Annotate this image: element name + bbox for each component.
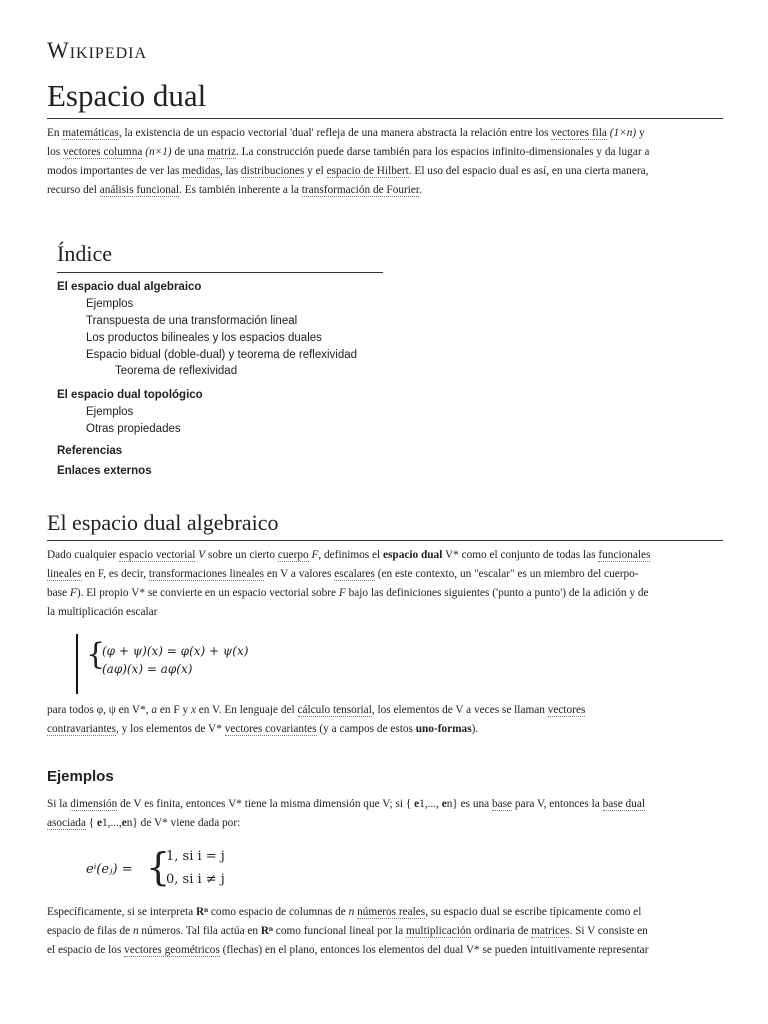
- text-run: como espacio de columnas de: [208, 906, 349, 918]
- text-run: (flechas) en el plano, entonces los elementos del dual V* se pueden intuitivamente representar: [219, 944, 649, 956]
- formula-line: 0, si i ≠ j: [166, 872, 225, 887]
- toc-item[interactable]: Ejemplos: [86, 406, 134, 418]
- text-run: espacio de filas de: [47, 925, 133, 937]
- inline-link[interactable]: matriz: [207, 146, 236, 158]
- text-run: sobre un cierto: [205, 549, 278, 561]
- formula-lhs: eⁱ(eⱼ) =: [86, 862, 133, 877]
- text-run: en F, es decir,: [81, 568, 149, 580]
- text-run: e: [121, 817, 127, 829]
- toc-item[interactable]: Otras propiedades: [86, 423, 181, 435]
- toc-item[interactable]: Referencias: [57, 445, 123, 457]
- subsection-heading: Ejemplos: [47, 768, 114, 785]
- text-line: [47, 546, 723, 565]
- toc-item[interactable]: Teorema de reflexividad: [115, 365, 238, 377]
- text-run: Si la: [47, 798, 71, 810]
- inline-link[interactable]: vectores geométricos: [124, 944, 220, 956]
- intro-line: [47, 181, 723, 200]
- text-run: V* como el conjunto de todas las: [442, 549, 599, 561]
- text-run: base: [47, 587, 70, 599]
- text-run: la multiplicación escalar: [47, 606, 158, 618]
- inline-link[interactable]: dimensión: [70, 798, 118, 810]
- inline-link[interactable]: base dual: [602, 798, 645, 810]
- text-run: n} es una: [446, 798, 492, 810]
- toc-item[interactable]: Espacio bidual (doble-dual) y teorema de reflexividad: [86, 349, 358, 361]
- text-run: ordinaria de: [471, 925, 532, 937]
- text-run: 1,...,: [101, 817, 122, 829]
- toc-item[interactable]: Enlaces externos: [57, 465, 152, 477]
- inline-link[interactable]: matrices: [531, 925, 570, 937]
- intro-line: [47, 162, 723, 181]
- inline-link[interactable]: distribuciones: [240, 165, 305, 177]
- text-run: (y a campos de estos: [316, 723, 416, 735]
- text-line: [47, 941, 723, 960]
- text-run: números. Tal fila actúa en: [138, 925, 261, 937]
- inline-link[interactable]: matemáticas: [62, 127, 119, 139]
- section1-paragraph: [47, 546, 723, 622]
- text-run: para todos φ, ψ en V*,: [47, 704, 152, 716]
- examples-paragraph: [47, 795, 723, 833]
- text-run: Rⁿ: [196, 906, 209, 918]
- inline-link[interactable]: contravariantes: [47, 723, 117, 735]
- text-run: , la existencia de un espacio vectorial 'dual' refleja de una manera abstracta la relación entre los: [118, 127, 552, 139]
- text-run: recurso del: [47, 184, 100, 196]
- inline-link[interactable]: escalares: [334, 568, 375, 580]
- text-run: F: [338, 587, 346, 599]
- text-run: .: [419, 184, 422, 196]
- text-run: V: [198, 549, 206, 561]
- text-run: uno-formas: [415, 723, 472, 735]
- text-run: e: [414, 798, 420, 810]
- text-line: [47, 584, 723, 603]
- text-run: de una: [171, 146, 208, 158]
- inline-link[interactable]: transformación de Fourier: [301, 184, 420, 196]
- toc-item[interactable]: El espacio dual topológico: [57, 389, 203, 401]
- inline-link[interactable]: espacio de Hilbert: [326, 165, 409, 177]
- inline-link[interactable]: vectores columna: [63, 146, 143, 158]
- text-run: el espacio de los: [47, 944, 125, 956]
- text-run: Dado cualquier: [47, 549, 120, 561]
- inline-link[interactable]: vectores fila: [551, 127, 607, 139]
- text-run: , su espacio dual se escribe típicamente como el: [425, 906, 642, 918]
- inline-link[interactable]: multiplicación: [406, 925, 472, 937]
- text-run: En: [47, 127, 63, 139]
- formula-line: (aφ)(x) = aφ(x): [102, 662, 193, 676]
- text-run: n: [348, 906, 355, 918]
- text-run: Específicamente, si se interpreta: [47, 906, 196, 918]
- text-line: [47, 795, 723, 814]
- text-run: ).: [471, 723, 479, 735]
- text-line: [47, 814, 723, 833]
- inline-link[interactable]: lineales: [47, 568, 82, 580]
- text-run: {: [85, 817, 97, 829]
- formula-line: 1, si i = j: [166, 849, 225, 864]
- toc-title: Índice: [57, 238, 383, 273]
- toc-item[interactable]: Transpuesta de una transformación lineal: [86, 315, 298, 327]
- formula-brace: {: [86, 637, 106, 672]
- text-line: [47, 603, 723, 622]
- inline-link[interactable]: números reales: [357, 906, 426, 918]
- formula-line: (φ + ψ)(x) = φ(x) + ψ(x): [102, 644, 249, 658]
- table-of-contents: [57, 238, 383, 480]
- inline-link[interactable]: vectores covariantes: [224, 723, 317, 735]
- text-run: . El uso del espacio dual es así, en una cierta manera,: [408, 165, 649, 177]
- text-run: y: [636, 127, 645, 139]
- examples-paragraph-2: [47, 903, 723, 960]
- inline-link[interactable]: espacio vectorial: [119, 549, 196, 561]
- formula-block: [76, 634, 249, 694]
- section1-paragraph-2: [47, 701, 723, 739]
- text-line: [47, 720, 723, 739]
- wikipedia-logo[interactable]: Wikipedia: [47, 38, 148, 63]
- text-run: F: [311, 549, 319, 561]
- toc-item[interactable]: El espacio dual algebraico: [57, 281, 202, 293]
- text-run: . Es también inherente a la: [179, 184, 302, 196]
- text-run: bajo las definiciones siguientes ('punto a punto') de la adición y de: [345, 587, 649, 599]
- text-run: , y los elementos de V*: [116, 723, 225, 735]
- text-run: y el: [304, 165, 327, 177]
- inline-link[interactable]: base: [492, 798, 513, 810]
- intro-paragraph: [47, 124, 723, 200]
- text-run: x: [190, 704, 196, 716]
- inline-link[interactable]: medidas: [182, 165, 220, 177]
- text-run: (n×1): [145, 146, 172, 158]
- inline-link[interactable]: cálculo tensorial: [297, 704, 372, 716]
- inline-link[interactable]: asociada: [47, 817, 86, 829]
- text-run: para V, entonces la: [512, 798, 603, 810]
- text-run: , los elementos de V a veces se llaman: [371, 704, 548, 716]
- text-run: (1×n): [609, 127, 637, 139]
- text-run: de V es finita, entonces V* tiene la misma dimensión que V; si {: [117, 798, 415, 810]
- text-run: en F y: [157, 704, 191, 716]
- inline-link[interactable]: análisis funcional: [99, 184, 180, 196]
- intro-line: [47, 124, 723, 143]
- text-run: 1,...,: [419, 798, 442, 810]
- text-run: a: [151, 704, 158, 716]
- text-run: e: [96, 817, 102, 829]
- text-line: [47, 565, 723, 584]
- text-run: Rⁿ: [260, 925, 273, 937]
- text-run: , las: [219, 165, 241, 177]
- text-run: ). El propio V* se convierte en un espacio vectorial sobre: [76, 587, 339, 599]
- text-line: [47, 922, 723, 941]
- toc-item[interactable]: Los productos bilineales y los espacios duales: [86, 332, 322, 344]
- text-line: [47, 903, 723, 922]
- text-run: , definimos el: [318, 549, 384, 561]
- text-run: como funcional lineal por la: [272, 925, 406, 937]
- page-title: Espacio dual: [47, 76, 723, 119]
- section-heading: El espacio dual algebraico: [47, 508, 723, 541]
- text-line: [47, 701, 723, 720]
- text-run: . La construcción puede darse también para los espacios infinito-dimensionales y da lugar a: [235, 146, 650, 158]
- text-run: n} de V* viene dada por:: [126, 817, 241, 829]
- text-run: n: [132, 925, 139, 937]
- inline-link[interactable]: cuerpo: [277, 549, 309, 561]
- text-run: e: [441, 798, 447, 810]
- text-run: en V a valores: [264, 568, 335, 580]
- inline-link[interactable]: transformaciones lineales: [148, 568, 264, 580]
- text-run: F: [69, 587, 77, 599]
- text-run: . Si V consiste en: [569, 925, 648, 937]
- text-run: en V. En lenguaje del: [195, 704, 298, 716]
- text-run: (en este contexto, un "escalar" es un miembro del cuerpo-: [374, 568, 639, 580]
- intro-line: [47, 143, 723, 162]
- formula-brace: {: [146, 845, 171, 889]
- text-run: modos importantes de ver las: [47, 165, 183, 177]
- text-run: los: [47, 146, 64, 158]
- text-run: espacio dual: [383, 549, 443, 561]
- inline-link[interactable]: vectores: [547, 704, 586, 716]
- toc-item[interactable]: Ejemplos: [86, 298, 134, 310]
- inline-link[interactable]: funcionales: [598, 549, 651, 561]
